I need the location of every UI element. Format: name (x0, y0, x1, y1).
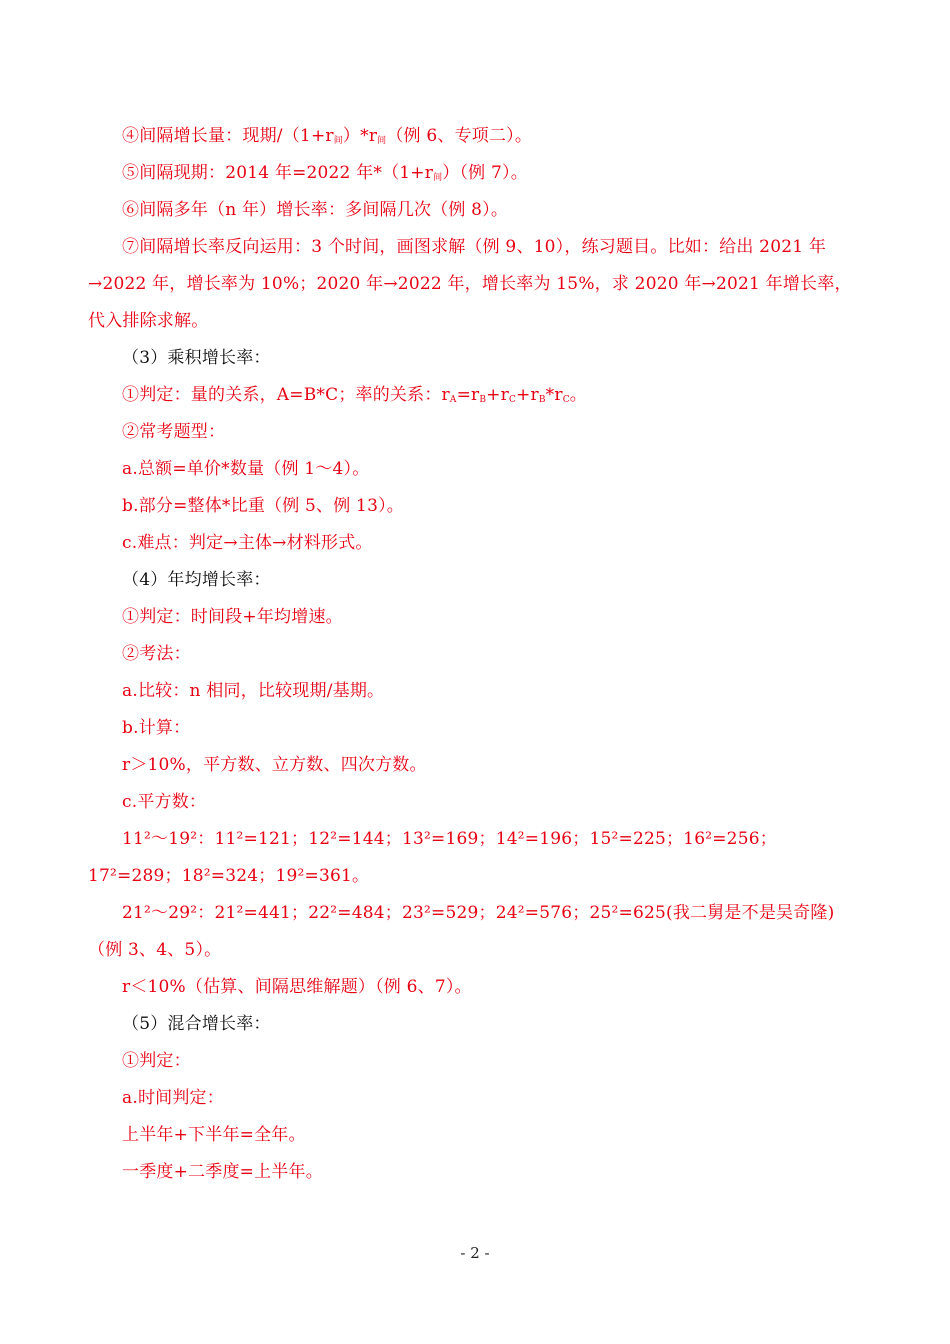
text-line: b.部分=整体*比重（例 5、例 13）。 (122, 496, 404, 516)
text-line: r＜10%（估算、间隔思维解题）（例 6、7）。 (122, 977, 472, 997)
page-number: - 2 - (460, 1244, 490, 1262)
text-line: ⑥间隔多年（n 年）增长率：多间隔几次（例 8）。 (122, 200, 509, 220)
text-paragraph: ⑦间隔增长率反向运用：3 个时间，画图求解（例 9、10），练习题目。比如：给出 2021 年→2022 年，增长率为 10%；2020 年→2022 年，增长率为 15%，求 2020 年→2021 年增长率，代入排除求解。 (88, 237, 852, 331)
text-line: ①判定：量的关系，A=B*C；率的关系：$r_A=r_B+r_C+r_B*r_C$。 (122, 385, 587, 405)
text-line: ①判定： (122, 1051, 191, 1071)
text-line: c.难点：判定→主体→材料形式。 (122, 533, 373, 553)
page-content (88, 118, 868, 1191)
text-line: 上半年+下半年=全年。 (122, 1125, 306, 1145)
section-heading: （4）年均增长率： (122, 570, 271, 590)
section-heading: （3）乘积增长率： (122, 348, 271, 368)
section-heading: （5）混合增长率： (122, 1014, 271, 1034)
text-line: c.平方数： (122, 792, 207, 812)
text-paragraph: 11²～19²：11²=121；12²=144；13²=169；14²=196；15²=225；16²=256；17²=289；18²=324；19²=361。 (88, 829, 777, 886)
text-line: ②常考题型： (122, 422, 226, 442)
text-line: a.比较：n 相同，比较现期/基期。 (122, 681, 385, 701)
text-line: 一季度+二季度=上半年。 (122, 1162, 323, 1182)
text-paragraph: 21²～29²：21²=441；22²=484；23²=529；24²=576；25²=625(我二舅是不是吴奇隆)（例 3、4、5）。 (88, 903, 835, 960)
text-line: ①判定：时间段+年均增速。 (122, 607, 343, 627)
text-line: ⑤间隔现期：2014 年=2022 年$*(1+r_间)$（例 7）。 (122, 163, 528, 183)
text-line: a.总额=单价*数量（例 1～4）。 (122, 459, 370, 479)
text-line: ④间隔增长量：现期$/(1+r_间)*r_间$（例 6、专项二）。 (122, 126, 533, 146)
text-line: ②考法： (122, 644, 191, 664)
text-line: r＞10%，平方数、立方数、四次方数。 (122, 755, 427, 775)
text-line: b.计算： (122, 718, 191, 738)
text-line: a.时间判定： (122, 1088, 224, 1108)
